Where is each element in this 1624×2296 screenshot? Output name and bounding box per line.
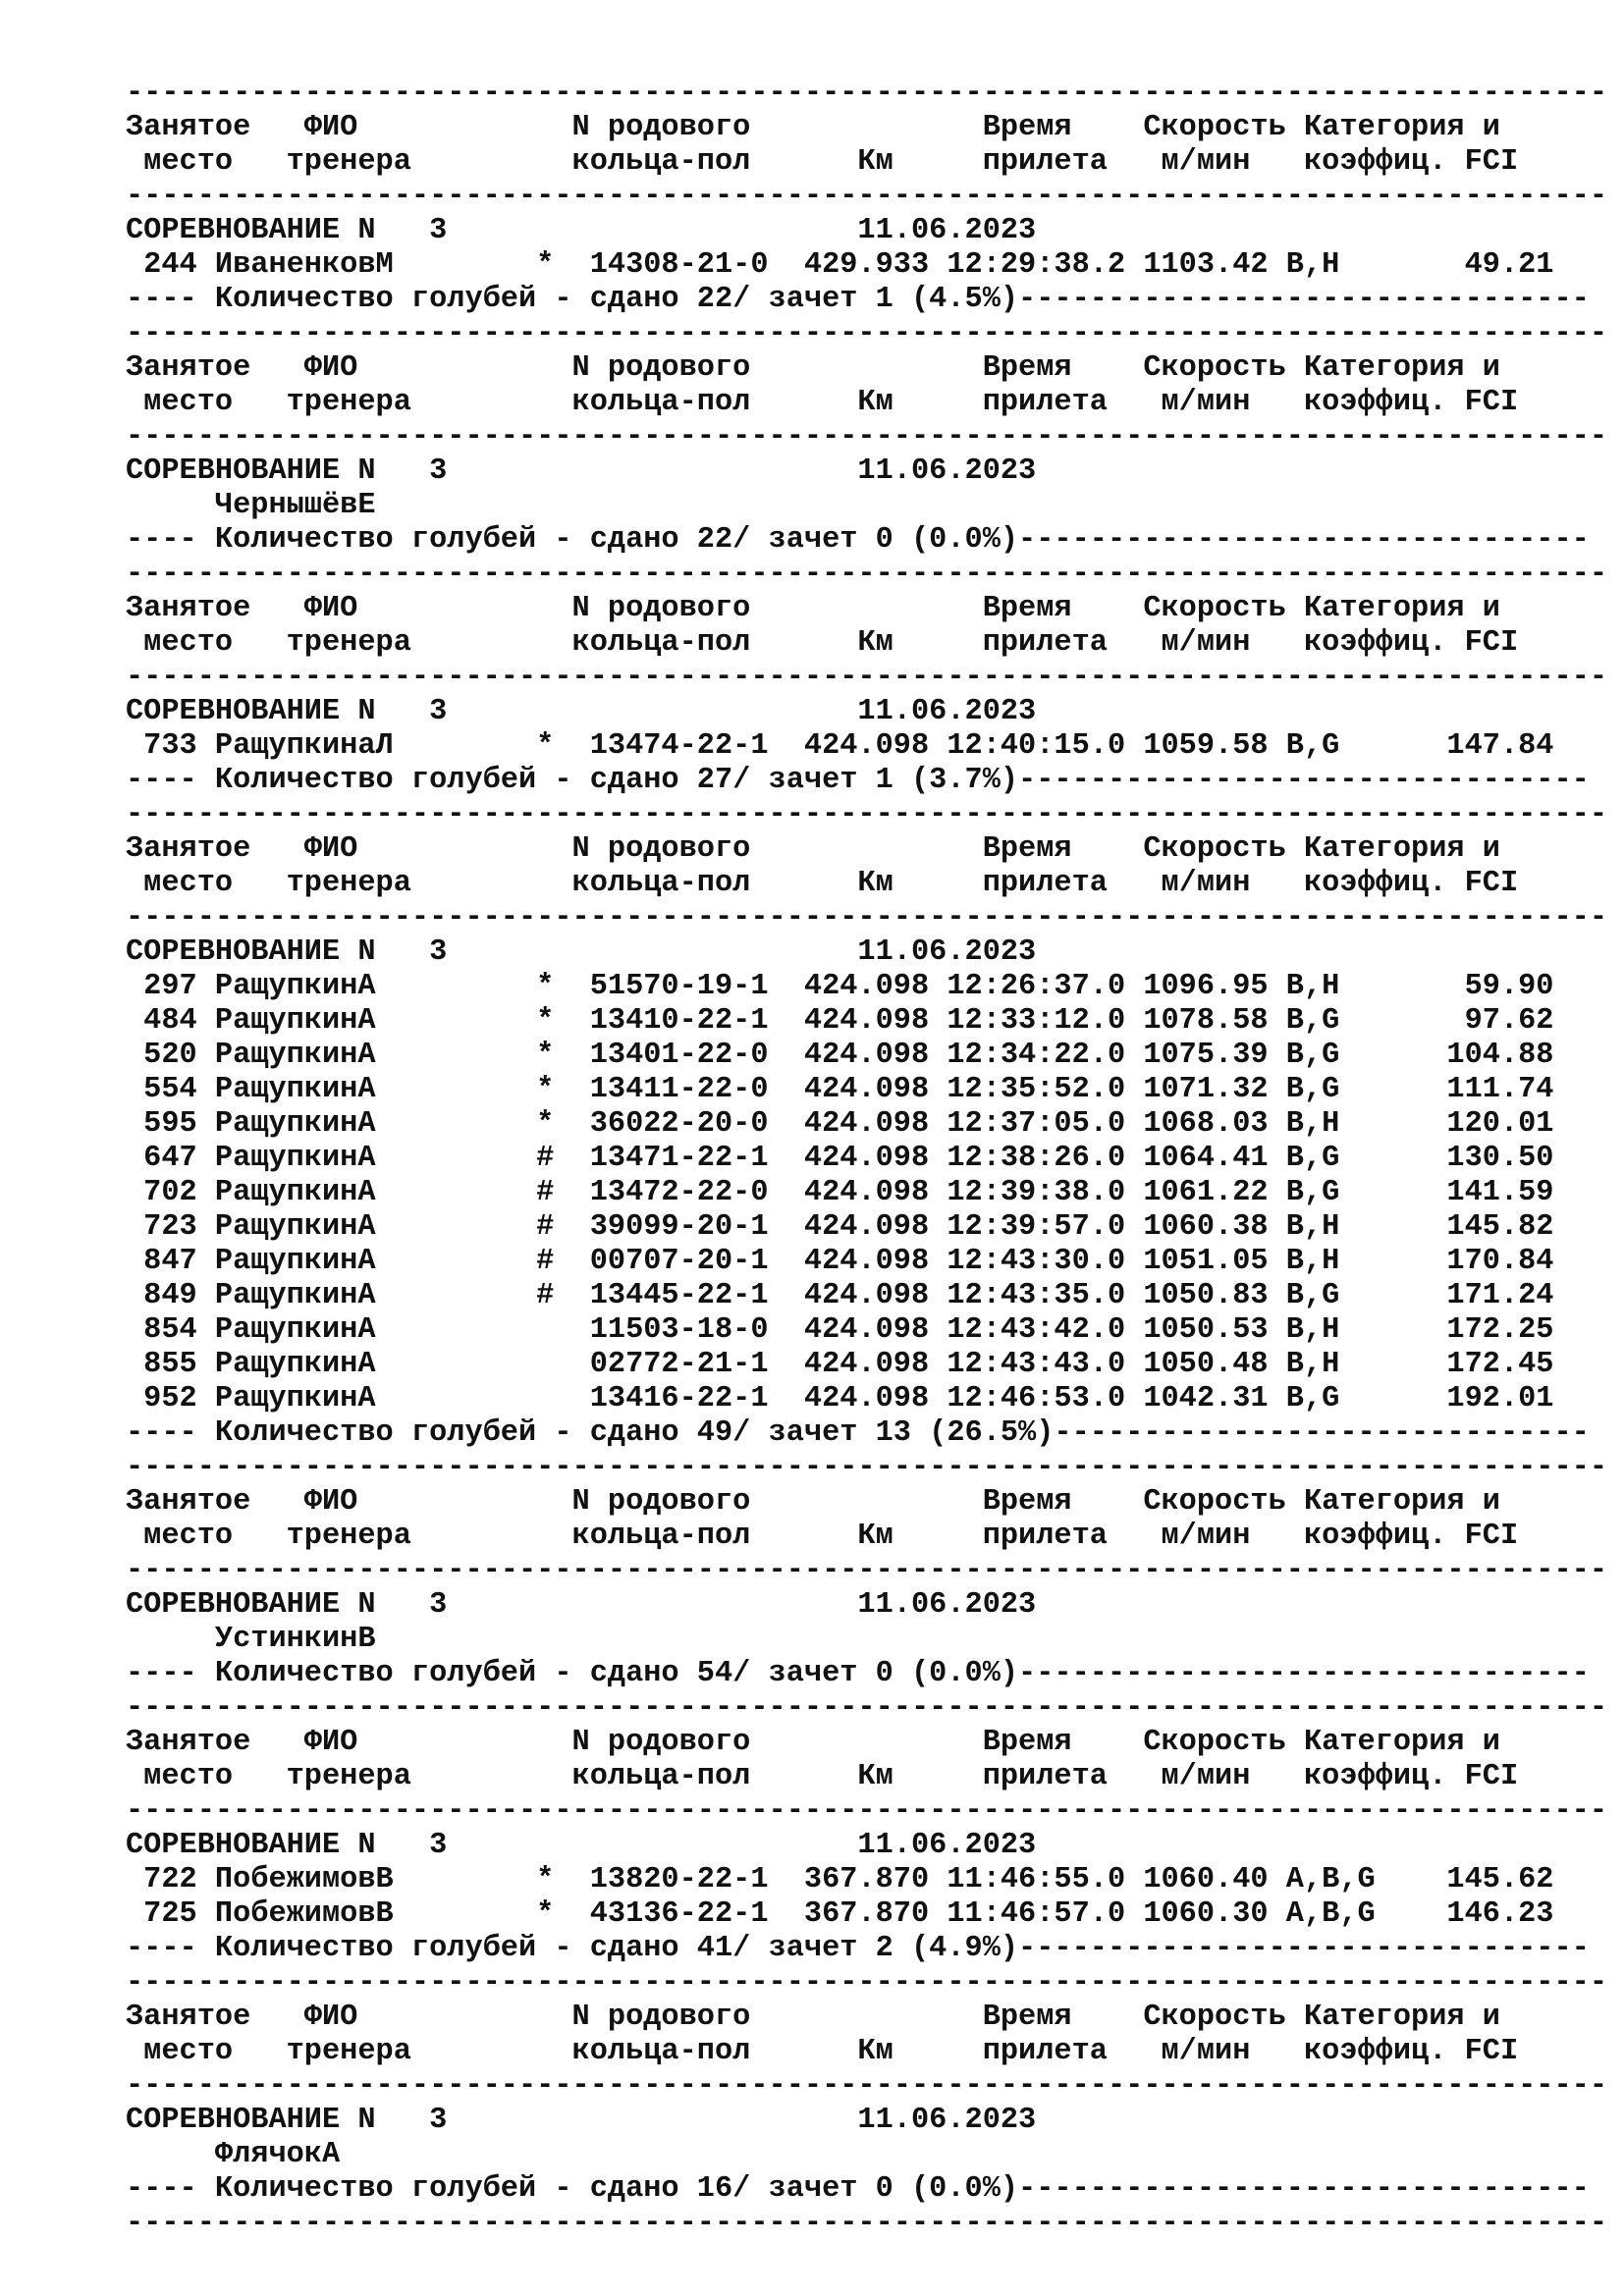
pigeon-count-summary-line: ---- Количество голубей - сдано 16/ зачет 0 (0.0%)--------------------------------: [126, 2172, 1590, 2206]
result-section: [126, 558, 1608, 798]
result-row: 484 РащупкинА * 13410-22-1 424.098 12:33:12.0 1078.58 B,G 97.62: [126, 1004, 1554, 1038]
column-header-line-2: место тренера кольца-пол Км прилета м/мин коэффиц. FCI: [126, 386, 1519, 419]
column-header-line-1: Занятое ФИО N родового Время Скорость Категория и: [126, 1726, 1500, 1759]
result-row: 854 РащупкинА 11503-18-0 424.098 12:43:42.0 1050.53 B,H 172.25: [126, 1313, 1554, 1347]
result-row: 855 РащупкинА 02772-21-1 424.098 12:43:43.0 1050.48 B,H 172.45: [126, 1348, 1554, 1381]
result-row: 952 РащупкинА 13416-22-1 424.098 12:46:53.0 1042.31 B,G 192.01: [126, 1382, 1554, 1415]
competition-title-line: СОРЕВНОВАНИЕ N 3 11.06.2023: [126, 2104, 1037, 2137]
result-row: 244 ИваненковМ * 14308-21-0 429.933 12:29:38.2 1103.42 B,H 49.21: [126, 248, 1554, 282]
result-row: 702 РащупкинА # 13472-22-0 424.098 12:39:38.0 1061.22 B,G 141.59: [126, 1176, 1554, 1209]
separator-line: -----------------------------------------------------------------------------------: [126, 1554, 1608, 1587]
separator-line: -----------------------------------------------------------------------------------: [126, 661, 1608, 694]
result-row: 725 ПобежимовВ * 43136-22-1 367.870 11:46:57.0 1060.30 A,B,G 146.23: [126, 1897, 1554, 1931]
competition-title-line: СОРЕВНОВАНИЕ N 3 11.06.2023: [126, 1829, 1037, 1862]
pigeon-count-summary-line: ---- Количество голубей - сдано 27/ зачет 1 (3.7%)--------------------------------: [126, 764, 1590, 797]
result-section: [126, 317, 1608, 558]
result-row: 722 ПобежимовВ * 13820-22-1 367.870 11:46:55.0 1060.40 A,B,G 145.62: [126, 1863, 1554, 1896]
result-row: УстинкинВ: [126, 1623, 376, 1656]
separator-line: -----------------------------------------------------------------------------------: [126, 1451, 1608, 1484]
result-row: 723 РащупкинА # 39099-20-1 424.098 12:39:57.0 1060.38 B,H 145.82: [126, 1210, 1554, 1244]
column-header-line-2: место тренера кольца-пол Км прилета м/мин коэффиц. FCI: [126, 1520, 1519, 1553]
result-section: [126, 1966, 1608, 2207]
column-header-line-1: Занятое ФИО N родового Время Скорость Категория и: [126, 832, 1500, 866]
competition-title-line: СОРЕВНОВАНИЕ N 3 11.06.2023: [126, 935, 1037, 969]
separator-line: -----------------------------------------------------------------------------------: [126, 1794, 1608, 1828]
separator-line: -----------------------------------------------------------------------------------: [126, 901, 1608, 934]
result-row: 595 РащупкинА * 36022-20-0 424.098 12:37:05.0 1068.03 B,H 120.01: [126, 1107, 1554, 1141]
column-header-line-2: место тренера кольца-пол Км прилета м/мин коэффиц. FCI: [126, 145, 1519, 179]
column-header-line-2: место тренера кольца-пол Км прилета м/мин коэффиц. FCI: [126, 626, 1519, 660]
column-header-line-1: Занятое ФИО N родового Время Скорость Категория и: [126, 592, 1500, 625]
result-row: ЧернышёвЕ: [126, 489, 376, 522]
result-section: [126, 1451, 1608, 1691]
result-row: 647 РащупкинА # 13471-22-1 424.098 12:38:26.0 1064.41 B,G 130.50: [126, 1142, 1554, 1175]
result-row: ФлячокА: [126, 2138, 341, 2171]
pigeon-count-summary-line: ---- Количество голубей - сдано 49/ зачет 13 (26.5%)------------------------------: [126, 1416, 1590, 1450]
separator-line: -----------------------------------------------------------------------------------: [126, 1966, 1608, 2000]
pigeon-count-summary-line: ---- Количество голубей - сдано 54/ зачет 0 (0.0%)--------------------------------: [126, 1657, 1590, 1690]
section-body: [126, 214, 1598, 317]
column-header-line-2: место тренера кольца-пол Км прилета м/мин коэффиц. FCI: [126, 2035, 1519, 2068]
separator-line: -----------------------------------------------------------------------------------: [126, 77, 1608, 110]
section-body: [126, 2104, 1598, 2207]
column-header-line-2: место тренера кольца-пол Км прилета м/мин коэффиц. FCI: [126, 867, 1519, 900]
result-row: 297 РащупкинА * 51570-19-1 424.098 12:26:37.0 1096.95 B,H 59.90: [126, 970, 1554, 1003]
separator-line: -----------------------------------------------------------------------------------: [126, 2069, 1608, 2103]
result-section: [126, 1691, 1608, 1966]
separator-line: -----------------------------------------------------------------------------------: [126, 1691, 1608, 1725]
column-header-line-1: Занятое ФИО N родового Время Скорость Категория и: [126, 1485, 1500, 1519]
column-header-line-1: Занятое ФИО N родового Время Скорость Категория и: [126, 2001, 1500, 2034]
separator-line: -----------------------------------------------------------------------------------: [126, 317, 1608, 350]
pigeon-count-summary-line: ---- Количество голубей - сдано 22/ зачет 1 (4.5%)--------------------------------: [126, 283, 1590, 316]
result-row: 849 РащупкинА # 13445-22-1 424.098 12:43:35.0 1050.83 B,G 171.24: [126, 1279, 1554, 1312]
section-body: [126, 695, 1598, 798]
section-body: [126, 1588, 1598, 1691]
section-body: [126, 935, 1598, 1451]
competition-title-line: СОРЕВНОВАНИЕ N 3 11.06.2023: [126, 214, 1037, 247]
result-row: 847 РащупкинА # 00707-20-1 424.098 12:43:30.0 1051.05 B,H 170.84: [126, 1245, 1554, 1278]
separator-line: -----------------------------------------------------------------------------------: [126, 180, 1608, 213]
separator-line: -----------------------------------------------------------------------------------: [126, 798, 1608, 831]
result-row: 554 РащупкинА * 13411-22-0 424.098 12:35:52.0 1071.32 B,G 111.74: [126, 1073, 1554, 1106]
section-body: [126, 1829, 1598, 1966]
race-results-report: [126, 77, 1608, 2241]
separator-line: -----------------------------------------------------------------------------------: [126, 558, 1608, 591]
pigeon-count-summary-line: ---- Количество голубей - сдано 41/ зачет 2 (4.9%)--------------------------------: [126, 1932, 1590, 1965]
competition-title-line: СОРЕВНОВАНИЕ N 3 11.06.2023: [126, 454, 1037, 488]
result-row: 520 РащупкинА * 13401-22-0 424.098 12:34:22.0 1075.39 B,G 104.88: [126, 1039, 1554, 1072]
pigeon-count-summary-line: ---- Количество голубей - сдано 22/ зачет 0 (0.0%)--------------------------------: [126, 523, 1590, 557]
result-row: 733 РащупкинаЛ * 13474-22-1 424.098 12:40:15.0 1059.58 B,G 147.84: [126, 729, 1554, 763]
section-body: [126, 454, 1598, 558]
column-header-line-2: место тренера кольца-пол Км прилета м/мин коэффиц. FCI: [126, 1760, 1519, 1793]
column-header-line-1: Занятое ФИО N родового Время Скорость Категория и: [126, 351, 1500, 385]
result-section: [126, 77, 1608, 317]
competition-title-line: СОРЕВНОВАНИЕ N 3 11.06.2023: [126, 695, 1037, 728]
separator-line: -----------------------------------------------------------------------------------: [126, 420, 1608, 454]
result-section: [126, 798, 1608, 1451]
separator-line: -----------------------------------------------------------------------------------: [126, 2207, 1608, 2240]
competition-title-line: СОРЕВНОВАНИЕ N 3 11.06.2023: [126, 1588, 1037, 1622]
column-header-line-1: Занятое ФИО N родового Время Скорость Категория и: [126, 111, 1500, 144]
